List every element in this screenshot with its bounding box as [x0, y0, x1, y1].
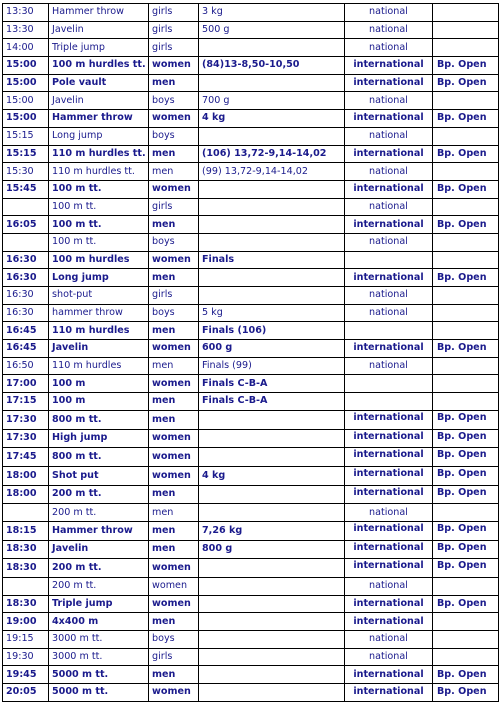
event-cell: 100 m tt. — [49, 198, 149, 216]
open-cell — [433, 21, 499, 39]
info-cell: 600 g — [199, 340, 345, 358]
level-cell: national — [345, 127, 433, 145]
group-cell: men — [149, 357, 199, 375]
info-cell: 4 kg — [199, 466, 345, 485]
time-cell: 18:15 — [3, 521, 49, 540]
level-cell: international — [345, 410, 433, 429]
level-cell: international — [345, 269, 433, 287]
event-cell: Long jump — [49, 269, 149, 287]
level-cell: international — [345, 216, 433, 234]
level-cell: national — [345, 233, 433, 251]
time-cell: 19:15 — [3, 631, 49, 649]
table-row — [3, 595, 499, 613]
info-cell — [199, 485, 345, 504]
level-cell: international — [345, 595, 433, 613]
open-cell — [433, 92, 499, 110]
open-cell: Bp. Open — [433, 448, 499, 467]
event-cell: Hammer throw — [49, 521, 149, 540]
group-cell: girls — [149, 39, 199, 57]
info-cell — [199, 595, 345, 613]
table-row — [3, 429, 499, 448]
level-cell: international — [345, 485, 433, 504]
event-cell: Hammer throw — [49, 4, 149, 22]
event-cell: 110 m hurdles tt. — [49, 145, 149, 163]
group-cell: boys — [149, 127, 199, 145]
event-cell: 100 m hurdles tt. — [49, 57, 149, 75]
time-cell: 16:05 — [3, 216, 49, 234]
group-cell: women — [149, 57, 199, 75]
group-cell: girls — [149, 287, 199, 305]
open-cell — [433, 393, 499, 411]
table-row — [3, 631, 499, 649]
group-cell: women — [149, 448, 199, 467]
event-cell: Hammer throw — [49, 110, 149, 128]
group-cell: women — [149, 110, 199, 128]
event-cell: High jump — [49, 429, 149, 448]
level-cell — [345, 322, 433, 340]
group-cell: boys — [149, 92, 199, 110]
time-cell: 18:30 — [3, 540, 49, 559]
table-row — [3, 304, 499, 322]
info-cell — [199, 198, 345, 216]
open-cell: Bp. Open — [433, 559, 499, 578]
table-row — [3, 21, 499, 39]
info-cell: 5 kg — [199, 304, 345, 322]
open-cell: Bp. Open — [433, 485, 499, 504]
info-cell — [199, 233, 345, 251]
time-cell: 17:30 — [3, 410, 49, 429]
level-cell: international — [345, 684, 433, 702]
open-cell: Bp. Open — [433, 180, 499, 198]
info-cell — [199, 410, 345, 429]
table-row — [3, 287, 499, 305]
event-cell: 100 m tt. — [49, 180, 149, 198]
event-cell: 100 m hurdles — [49, 251, 149, 269]
level-cell: national — [345, 287, 433, 305]
time-cell: 13:30 — [3, 21, 49, 39]
level-cell: national — [345, 304, 433, 322]
level-cell: national — [345, 578, 433, 596]
open-cell — [433, 127, 499, 145]
table-row — [3, 198, 499, 216]
level-cell: national — [345, 198, 433, 216]
open-cell: Bp. Open — [433, 666, 499, 684]
group-cell: men — [149, 410, 199, 429]
open-cell: Bp. Open — [433, 145, 499, 163]
info-cell: 700 g — [199, 92, 345, 110]
time-cell: 16:45 — [3, 340, 49, 358]
level-cell: national — [345, 357, 433, 375]
group-cell: women — [149, 684, 199, 702]
table-row — [3, 393, 499, 411]
time-cell: 15:15 — [3, 145, 49, 163]
info-cell: Finals (106) — [199, 322, 345, 340]
time-cell: 20:05 — [3, 684, 49, 702]
event-cell: 100 m tt. — [49, 233, 149, 251]
table-row — [3, 375, 499, 393]
table-row — [3, 92, 499, 110]
schedule-body — [3, 4, 499, 702]
info-cell: (99) 13,72-9,14-14,02 — [199, 163, 345, 181]
group-cell: women — [149, 429, 199, 448]
event-cell: 5000 m tt. — [49, 684, 149, 702]
time-cell: 15:30 — [3, 163, 49, 181]
time-cell: 17:00 — [3, 375, 49, 393]
table-row — [3, 216, 499, 234]
group-cell: women — [149, 595, 199, 613]
group-cell: women — [149, 466, 199, 485]
open-cell: Bp. Open — [433, 595, 499, 613]
open-cell — [433, 304, 499, 322]
group-cell: men — [149, 216, 199, 234]
open-cell: Bp. Open — [433, 429, 499, 448]
info-cell: Finals C-B-A — [199, 393, 345, 411]
level-cell: national — [345, 504, 433, 522]
event-cell: 3000 m tt. — [49, 631, 149, 649]
open-cell — [433, 39, 499, 57]
group-cell: men — [149, 485, 199, 504]
event-cell: Long jump — [49, 127, 149, 145]
table-row — [3, 340, 499, 358]
time-cell — [3, 504, 49, 522]
group-cell: boys — [149, 631, 199, 649]
group-cell: men — [149, 269, 199, 287]
info-cell — [199, 559, 345, 578]
event-cell: Pole vault — [49, 74, 149, 92]
table-row — [3, 684, 499, 702]
open-cell — [433, 631, 499, 649]
open-cell — [433, 4, 499, 22]
open-cell: Bp. Open — [433, 216, 499, 234]
group-cell: women — [149, 340, 199, 358]
time-cell: 16:30 — [3, 287, 49, 305]
time-cell: 16:30 — [3, 304, 49, 322]
level-cell: national — [345, 92, 433, 110]
group-cell: men — [149, 145, 199, 163]
open-cell — [433, 375, 499, 393]
level-cell: international — [345, 340, 433, 358]
table-row — [3, 180, 499, 198]
info-cell — [199, 448, 345, 467]
open-cell — [433, 287, 499, 305]
time-cell: 19:30 — [3, 648, 49, 666]
time-cell — [3, 233, 49, 251]
group-cell: girls — [149, 198, 199, 216]
table-row — [3, 410, 499, 429]
level-cell — [345, 393, 433, 411]
event-cell: Javelin — [49, 340, 149, 358]
group-cell: boys — [149, 233, 199, 251]
time-cell: 15:00 — [3, 110, 49, 128]
group-cell: women — [149, 180, 199, 198]
level-cell: national — [345, 39, 433, 57]
table-row — [3, 127, 499, 145]
level-cell: international — [345, 180, 433, 198]
level-cell: international — [345, 613, 433, 631]
group-cell: boys — [149, 304, 199, 322]
time-cell: 16:45 — [3, 322, 49, 340]
group-cell: men — [149, 613, 199, 631]
event-cell: 110 m hurdles — [49, 322, 149, 340]
table-row — [3, 540, 499, 559]
level-cell: international — [345, 57, 433, 75]
level-cell: international — [345, 540, 433, 559]
table-row — [3, 269, 499, 287]
table-row — [3, 521, 499, 540]
time-cell: 15:00 — [3, 57, 49, 75]
time-cell — [3, 198, 49, 216]
table-row — [3, 163, 499, 181]
event-cell: Triple jump — [49, 595, 149, 613]
event-cell: 200 m tt. — [49, 485, 149, 504]
time-cell: 15:15 — [3, 127, 49, 145]
open-cell: Bp. Open — [433, 57, 499, 75]
time-cell: 19:00 — [3, 613, 49, 631]
table-row — [3, 357, 499, 375]
level-cell: national — [345, 648, 433, 666]
time-cell: 17:45 — [3, 448, 49, 467]
event-cell: 200 m tt. — [49, 504, 149, 522]
time-cell: 15:00 — [3, 74, 49, 92]
time-cell: 13:30 — [3, 4, 49, 22]
level-cell: international — [345, 110, 433, 128]
event-cell: 110 m hurdles — [49, 357, 149, 375]
group-cell: men — [149, 74, 199, 92]
info-cell — [199, 429, 345, 448]
event-cell: 100 m tt. — [49, 216, 149, 234]
open-cell — [433, 648, 499, 666]
open-cell — [433, 357, 499, 375]
level-cell: international — [345, 145, 433, 163]
time-cell: 18:00 — [3, 466, 49, 485]
event-cell: 4x400 m — [49, 613, 149, 631]
event-cell: Javelin — [49, 540, 149, 559]
group-cell: women — [149, 375, 199, 393]
time-cell: 14:00 — [3, 39, 49, 57]
info-cell — [199, 578, 345, 596]
time-cell — [3, 578, 49, 596]
level-cell: international — [345, 666, 433, 684]
table-row — [3, 39, 499, 57]
table-row — [3, 57, 499, 75]
group-cell: men — [149, 504, 199, 522]
info-cell: 4 kg — [199, 110, 345, 128]
time-cell: 16:30 — [3, 251, 49, 269]
open-cell: Bp. Open — [433, 684, 499, 702]
info-cell: (84)13-8,50-10,50 — [199, 57, 345, 75]
group-cell: men — [149, 322, 199, 340]
info-cell: Finals C-B-A — [199, 375, 345, 393]
info-cell — [199, 287, 345, 305]
group-cell: women — [149, 251, 199, 269]
open-cell: Bp. Open — [433, 410, 499, 429]
info-cell — [199, 613, 345, 631]
group-cell: men — [149, 540, 199, 559]
open-cell — [433, 613, 499, 631]
info-cell — [199, 127, 345, 145]
table-row — [3, 485, 499, 504]
time-cell: 18:30 — [3, 559, 49, 578]
open-cell — [433, 504, 499, 522]
info-cell — [199, 216, 345, 234]
open-cell: Bp. Open — [433, 269, 499, 287]
info-cell — [199, 39, 345, 57]
level-cell: national — [345, 163, 433, 181]
table-row — [3, 613, 499, 631]
level-cell: national — [345, 631, 433, 649]
table-row — [3, 110, 499, 128]
info-cell: (106) 13,72-9,14-14,02 — [199, 145, 345, 163]
info-cell: 3 kg — [199, 4, 345, 22]
open-cell: Bp. Open — [433, 521, 499, 540]
level-cell: international — [345, 429, 433, 448]
level-cell: international — [345, 448, 433, 467]
table-row — [3, 4, 499, 22]
group-cell: men — [149, 393, 199, 411]
event-cell: hammer throw — [49, 304, 149, 322]
info-cell: 500 g — [199, 21, 345, 39]
time-cell: 17:15 — [3, 393, 49, 411]
event-cell: 200 m tt. — [49, 578, 149, 596]
time-cell: 16:50 — [3, 357, 49, 375]
info-cell — [199, 631, 345, 649]
info-cell: Finals (99) — [199, 357, 345, 375]
event-cell: Triple jump — [49, 39, 149, 57]
open-cell: Bp. Open — [433, 110, 499, 128]
level-cell — [345, 375, 433, 393]
table-row — [3, 251, 499, 269]
group-cell: men — [149, 163, 199, 181]
level-cell: national — [345, 21, 433, 39]
info-cell — [199, 648, 345, 666]
open-cell: Bp. Open — [433, 466, 499, 485]
open-cell — [433, 233, 499, 251]
time-cell: 19:45 — [3, 666, 49, 684]
info-cell — [199, 684, 345, 702]
open-cell — [433, 198, 499, 216]
level-cell: international — [345, 559, 433, 578]
event-cell: 5000 m tt. — [49, 666, 149, 684]
table-row — [3, 559, 499, 578]
event-cell: 3000 m tt. — [49, 648, 149, 666]
table-row — [3, 666, 499, 684]
time-cell: 15:00 — [3, 92, 49, 110]
info-cell — [199, 269, 345, 287]
time-cell: 16:30 — [3, 269, 49, 287]
table-row — [3, 466, 499, 485]
event-cell: Javelin — [49, 21, 149, 39]
info-cell: Finals — [199, 251, 345, 269]
event-cell: Shot put — [49, 466, 149, 485]
info-cell: 800 g — [199, 540, 345, 559]
group-cell: girls — [149, 21, 199, 39]
open-cell — [433, 322, 499, 340]
event-cell: 800 m tt. — [49, 410, 149, 429]
group-cell: men — [149, 666, 199, 684]
open-cell: Bp. Open — [433, 340, 499, 358]
level-cell: international — [345, 74, 433, 92]
event-cell: 100 m — [49, 375, 149, 393]
time-cell: 15:45 — [3, 180, 49, 198]
info-cell — [199, 504, 345, 522]
time-cell: 18:30 — [3, 595, 49, 613]
event-cell: 800 m tt. — [49, 448, 149, 467]
table-row — [3, 74, 499, 92]
event-cell: 110 m hurdles tt. — [49, 163, 149, 181]
info-cell: 7,26 kg — [199, 521, 345, 540]
group-cell: girls — [149, 648, 199, 666]
table-row — [3, 648, 499, 666]
level-cell: international — [345, 521, 433, 540]
info-cell — [199, 74, 345, 92]
level-cell: international — [345, 466, 433, 485]
open-cell: Bp. Open — [433, 74, 499, 92]
level-cell — [345, 251, 433, 269]
schedule-table — [2, 3, 499, 702]
table-row — [3, 504, 499, 522]
event-cell: shot-put — [49, 287, 149, 305]
level-cell: national — [345, 4, 433, 22]
event-cell: 200 m tt. — [49, 559, 149, 578]
event-cell: Javelin — [49, 92, 149, 110]
table-row — [3, 578, 499, 596]
table-row — [3, 322, 499, 340]
info-cell — [199, 180, 345, 198]
group-cell: women — [149, 578, 199, 596]
time-cell: 18:00 — [3, 485, 49, 504]
event-cell: 100 m — [49, 393, 149, 411]
group-cell: girls — [149, 4, 199, 22]
group-cell: men — [149, 521, 199, 540]
table-row — [3, 145, 499, 163]
time-cell: 17:30 — [3, 429, 49, 448]
open-cell — [433, 578, 499, 596]
open-cell — [433, 163, 499, 181]
open-cell — [433, 251, 499, 269]
open-cell: Bp. Open — [433, 540, 499, 559]
table-row — [3, 448, 499, 467]
group-cell: women — [149, 559, 199, 578]
info-cell — [199, 666, 345, 684]
table-row — [3, 233, 499, 251]
